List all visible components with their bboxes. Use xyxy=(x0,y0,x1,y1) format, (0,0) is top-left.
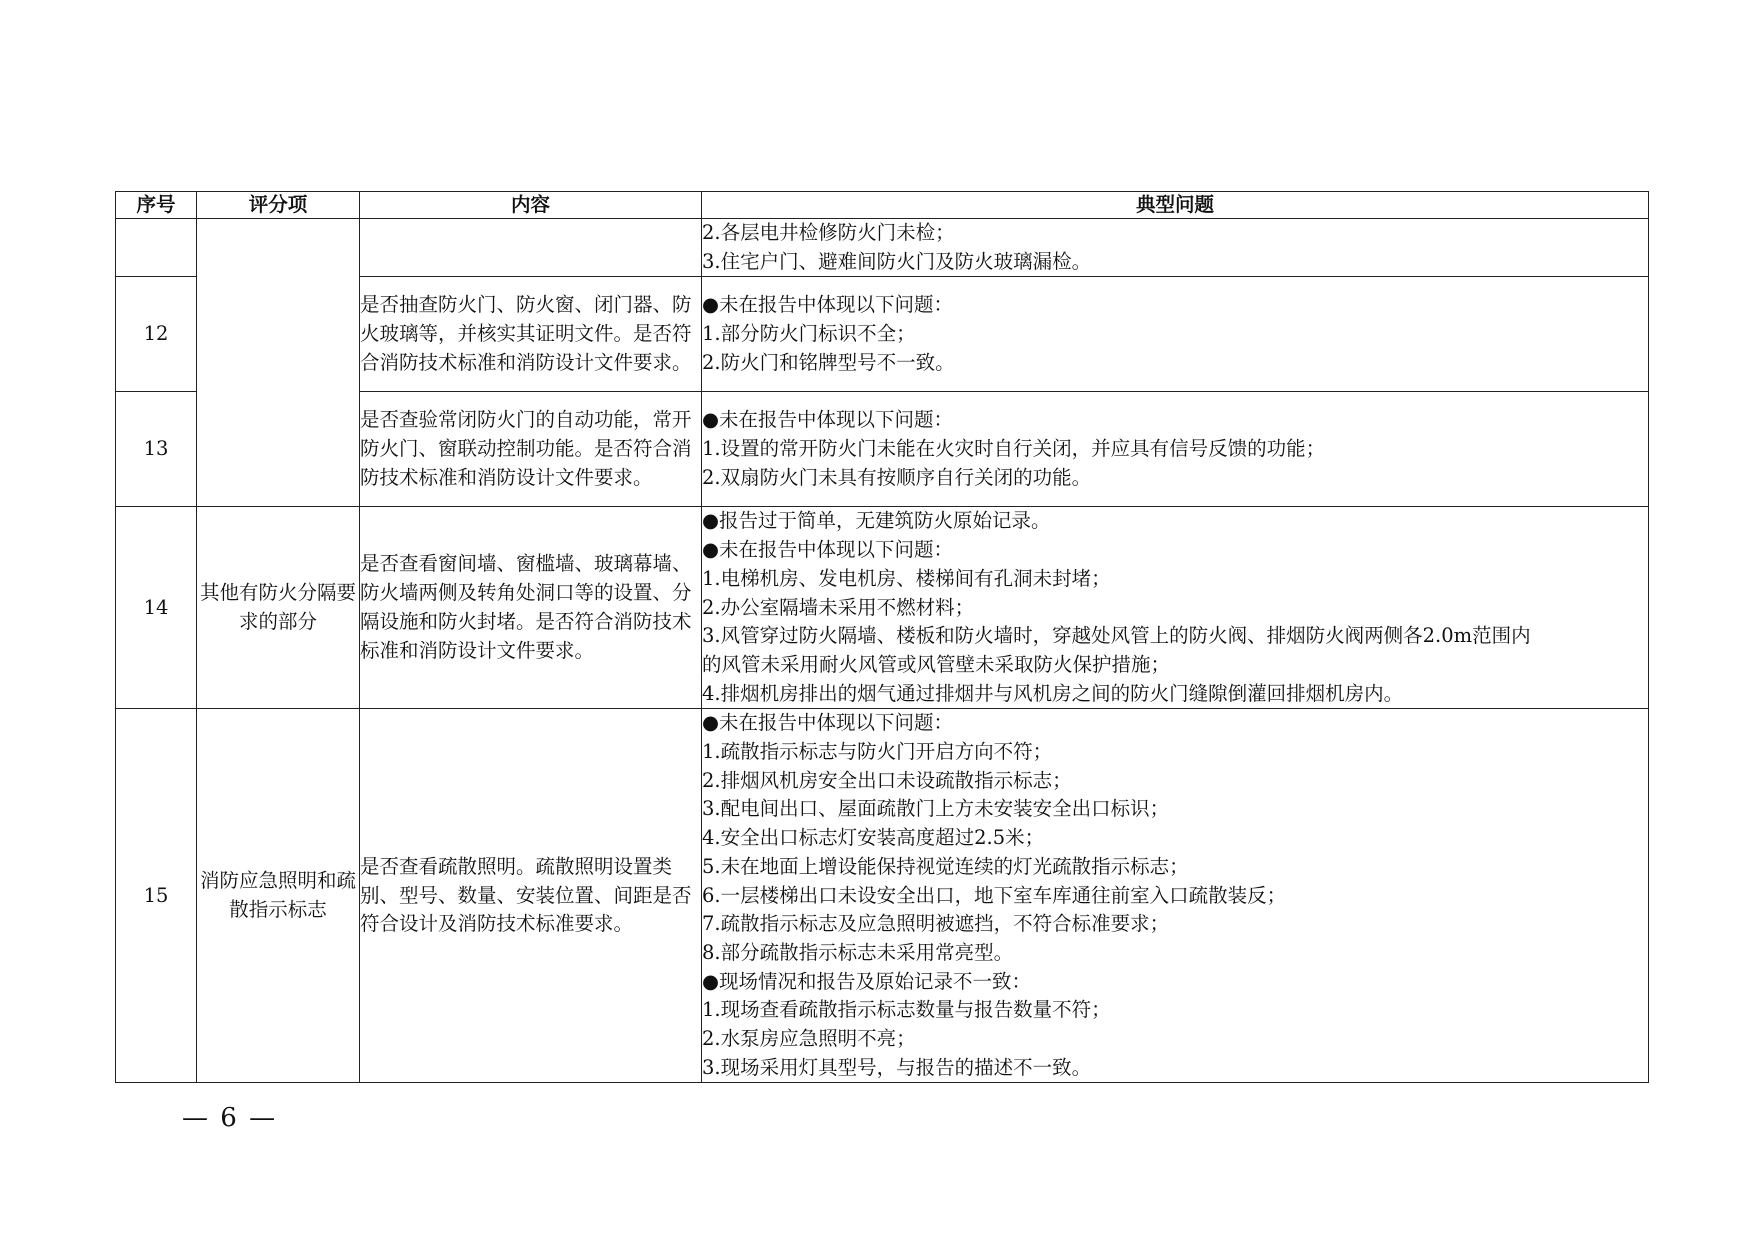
row-number: 14 xyxy=(116,507,197,709)
issue-line: 2.防火门和铭牌型号不一致。 xyxy=(702,350,955,374)
issue-line: 2.各层电井检修防火门未检； xyxy=(702,221,955,244)
row-number: 15 xyxy=(116,709,197,1083)
row-issues xyxy=(702,219,1649,277)
issue-line: ●未在报告中体现以下问题： xyxy=(702,408,954,432)
row-content: 是否查看疏散照明。疏散照明设置类别、型号、数量、安装位置、间距是否符合设计及消防技术标准要求。 xyxy=(360,709,702,1083)
row-number: 12 xyxy=(116,277,197,392)
issue-line: 3.风管穿过防火隔墙、楼板和防火墙时，穿越处风管上的防火阀、排烟防火阀两侧各2.0m范围内 xyxy=(702,624,1531,648)
issue-line: ●未在报告中体现以下问题： xyxy=(702,293,954,317)
issue-line: 1.现场查看疏散指示标志数量与报告数量不符； xyxy=(702,998,1111,1022)
issue-line: 3.现场采用灯具型号，与报告的描述不一致。 xyxy=(702,1055,1092,1079)
issue-line: 3.住宅户门、避难间防火门及防火玻璃漏检。 xyxy=(702,249,1092,273)
header-item: 评分项 xyxy=(197,192,360,219)
row-issues xyxy=(702,277,1649,392)
issue-line: ●未在报告中体现以下问题： xyxy=(702,711,954,735)
header-no: 序号 xyxy=(116,192,197,219)
issue-line: 6.一层楼梯出口未设安全出口，地下室车库通往前室入口疏散装反； xyxy=(702,883,1287,907)
table-row xyxy=(116,219,1649,277)
issue-line: 1.设置的常开防火门未能在火灾时自行关闭，并应具有信号反馈的功能； xyxy=(702,437,1326,461)
row-item: 消防应急照明和疏散指示标志 xyxy=(197,709,360,1083)
issue-line: 7.疏散指示标志及应急照明被遮挡，不符合标准要求； xyxy=(702,912,1170,936)
table-row xyxy=(116,709,1649,1083)
issue-line: ●未在报告中体现以下问题： xyxy=(702,538,954,562)
issue-line: 2.双扇防火门未具有按顺序自行关闭的功能。 xyxy=(702,465,1092,489)
row-content: 是否查看窗间墙、窗槛墙、玻璃幕墙、防火墙两侧及转角处洞口等的设置、分隔设施和防火封堵。是否符合消防技术标准和消防设计文件要求。 xyxy=(360,507,702,709)
issue-line: 2.水泵房应急照明不亮； xyxy=(702,1027,916,1051)
issue-line: 2.排烟风机房安全出口未设疏散指示标志； xyxy=(702,768,1072,792)
issue-line: 的风管未采用耐火风管或风管壁未采取防火保护措施； xyxy=(702,652,1171,676)
row-content xyxy=(360,219,702,277)
issue-line: 4.排烟机房排出的烟气通过排烟井与风机房之间的防火门缝隙倒灌回排烟机房内。 xyxy=(702,681,1404,705)
row-issues xyxy=(702,709,1649,1083)
header-content: 内容 xyxy=(360,192,702,219)
issue-line: 8.部分疏散指示标志未采用常亮型。 xyxy=(702,940,1014,964)
table-row xyxy=(116,507,1649,709)
row-number xyxy=(116,219,197,277)
row-issues xyxy=(702,392,1649,507)
page-number: — 6 — xyxy=(182,1103,278,1133)
table-header-row xyxy=(116,192,1649,219)
row-issues xyxy=(702,507,1649,709)
issue-line: 1.电梯机房、发电机房、楼梯间有孔洞未封堵； xyxy=(702,566,1111,590)
header-issues: 典型问题 xyxy=(702,192,1649,219)
issue-line: 5.未在地面上增设能保持视觉连续的灯光疏散指示标志； xyxy=(702,854,1189,878)
row-content: 是否抽查防火门、防火窗、闭门器、防火玻璃等，并核实其证明文件。是否符合消防技术标准和消防设计文件要求。 xyxy=(360,277,702,392)
row-number: 13 xyxy=(116,392,197,507)
issue-line: 3.配电间出口、屋面疏散门上方未安装安全出口标识； xyxy=(702,797,1170,821)
issue-line: 4.安全出口标志灯安装高度超过2.5米； xyxy=(702,826,1045,850)
inspection-table xyxy=(115,191,1649,1083)
row-item: 其他有防火分隔要求的部分 xyxy=(197,507,360,709)
issue-line: ●报告过于简单，无建筑防火原始记录。 xyxy=(702,509,1051,533)
issue-line: ●现场情况和报告及原始记录不一致： xyxy=(702,969,1032,993)
issue-line: 2.办公室隔墙未采用不燃材料； xyxy=(702,595,975,619)
row-item xyxy=(197,219,360,507)
issue-line: 1.部分防火门标识不全； xyxy=(702,322,916,346)
row-content: 是否查验常闭防火门的自动功能，常开防火门、窗联动控制功能。是否符合消防技术标准和消防设计文件要求。 xyxy=(360,392,702,507)
issue-line: 1.疏散指示标志与防火门开启方向不符； xyxy=(702,740,1053,764)
